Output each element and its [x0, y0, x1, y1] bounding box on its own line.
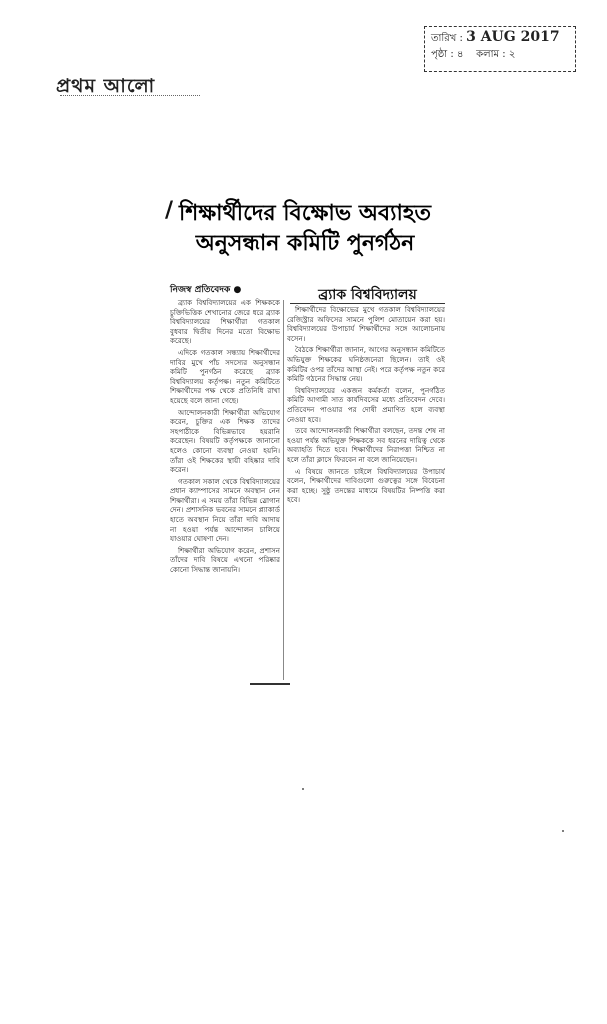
tick-mark-icon: / [165, 198, 174, 223]
paragraph: বৈঠকে শিক্ষার্থীরা জানান, আগের অনুসন্ধান কমিটিতে অভিযুক্ত শিক্ষকের ঘনিষ্ঠজনেরা ছিলেন। তাই ওই কমিটির ওপর তাঁদের আস্থা নেই। পরে কর্তৃপক্ষ নতুন করে কমিটি গঠনের সিদ্ধান্ত নেয়। [287, 345, 445, 384]
paragraph: তবে আন্দোলনকারী শিক্ষার্থীরা বলছেন, তদন্ত শেষ না হওয়া পর্যন্ত অভিযুক্ত শিক্ষককে সব ধরনের দায়িত্ব থেকে অব্যাহতি দিতে হবে। শিক্ষার্থীদের নিরাপত্তা নিশ্চিত না হলে তাঁরা ক্লাসে ফিরবেন না বলে জানিয়েছেন। [287, 426, 445, 464]
article-right-column [287, 305, 445, 639]
scan-speck [302, 788, 304, 790]
article-headline [170, 199, 440, 259]
stamp-date-value: 3 AUG 2017 [466, 29, 560, 45]
clipping-date-stamp [424, 26, 576, 72]
stamp-page-row [431, 47, 569, 63]
paragraph: এদিকে গতকাল সন্ধ্যায় শিক্ষার্থীদের দাবির মুখে পাঁচ সদস্যের অনুসন্ধান কমিটি পুনর্গঠন করেছে ব্র্যাক বিশ্ববিদ্যালয় কর্তৃপক্ষ। নতুন কমিটিতে শিক্ষার্থীদের পক্ষ থেকে প্রতিনিধি রাখা হয়েছে বলে জানা গেছে। [170, 347, 280, 405]
article-byline: নিজস্ব প্রতিবেদক ● [170, 285, 242, 295]
stamp-date-label: তারিখ : [431, 33, 463, 44]
headline-line-2: অনুসন্ধান কমিটি পুনর্গঠন [195, 231, 415, 256]
paragraph: গতকাল সকাল থেকে বিশ্ববিদ্যালয়ের প্রধান ক্যাম্পাসের সামনে অবস্থান নেন শিক্ষার্থীরা। এ সময় তাঁরা বিভিন্ন স্লোগান দেন। প্রশাসনিক ভবনের সামনে প্ল্যাকার্ড হাতে অবস্থান নিয়ে তাঁরা দাবি আদায় না হওয়া পর্যন্ত আন্দোলন চালিয়ে যাওয়ার ঘোষণা দেন। [170, 476, 280, 544]
paragraph: ব্র্যাক বিশ্ববিদ্যালয়ের এক শিক্ষককে চুক্তিভিত্তিক শেখানোর জেরে ধরে ব্র্যাক বিশ্ববিদ্যালয়ের শিক্ষার্থীরা গতকাল বুধবার দ্বিতীয় দিনের মতো বিক্ষোভ করেছে। [170, 298, 280, 346]
article-left-column [170, 298, 280, 680]
stamp-page-value: ৪ [456, 49, 464, 60]
headline-line-1: শিক্ষার্থীদের বিক্ষোভ অব্যাহত [179, 201, 431, 226]
stamp-date-row [431, 29, 569, 47]
column-divider [283, 300, 284, 680]
paragraph: শিক্ষার্থীরা অভিযোগ করেন, প্রশাসন তাঁদের দাবি বিষয়ে এখনো পরিষ্কার কোনো সিদ্ধান্ত জানায়নি। [170, 545, 280, 575]
stamp-column-value: ২ [508, 49, 516, 60]
newspaper-masthead: প্রথম আলো [56, 75, 156, 97]
stamp-column-label: কলাম : [476, 49, 506, 60]
article-subhead: ব্র্যাক বিশ্ববিদ্যালয় [290, 283, 445, 304]
scan-speck [562, 830, 564, 832]
paragraph: এ বিষয়ে জানতে চাইলে বিশ্ববিদ্যালয়ের উপাচার্য বলেন, শিক্ষার্থীদের দাবিগুলো গুরুত্বের সঙ্গে বিবেচনা করা হচ্ছে। সুষ্ঠু তদন্তের মাধ্যমে বিষয়টির নিষ্পত্তি করা হবে। [287, 466, 445, 505]
stamp-page-label: পৃষ্ঠা : [431, 49, 454, 60]
masthead-underline [60, 95, 200, 100]
paragraph: আন্দোলনকারী শিক্ষার্থীরা অভিযোগ করেন, চুক্তির এক শিক্ষক তাদের সহপাঠীকে বিভিন্নভাবে হয়রানি করেছেন। বিষয়টি কর্তৃপক্ষকে জানানো হলেও কোনো ব্যবস্থা নেওয়া হয়নি। তাঁরা ওই শিক্ষকের স্থায়ী বহিষ্কার দাবি করেন। [170, 407, 280, 475]
paragraph: শিক্ষার্থীদের বিক্ষোভের মুখে গতকাল বিশ্ববিদ্যালয়ের রেজিস্ট্রার অফিসের সামনে পুলিশ মোতায়েন করা হয়। বিশ্ববিদ্যালয়ের উপাচার্য শিক্ষার্থীদের সঙ্গে আলোচনায় বসেন। [287, 305, 445, 343]
paragraph: বিশ্ববিদ্যালয়ের একজন কর্মকর্তা বলেন, পুনর্গঠিত কমিটি আগামী সাত কার্যদিবসের মধ্যে প্রতিবেদন দেবে। প্রতিবেদন পাওয়ার পর দোষী প্রমাণিত হলে ব্যবস্থা নেওয়া হবে। [287, 385, 445, 424]
article-end-rule [250, 683, 290, 685]
